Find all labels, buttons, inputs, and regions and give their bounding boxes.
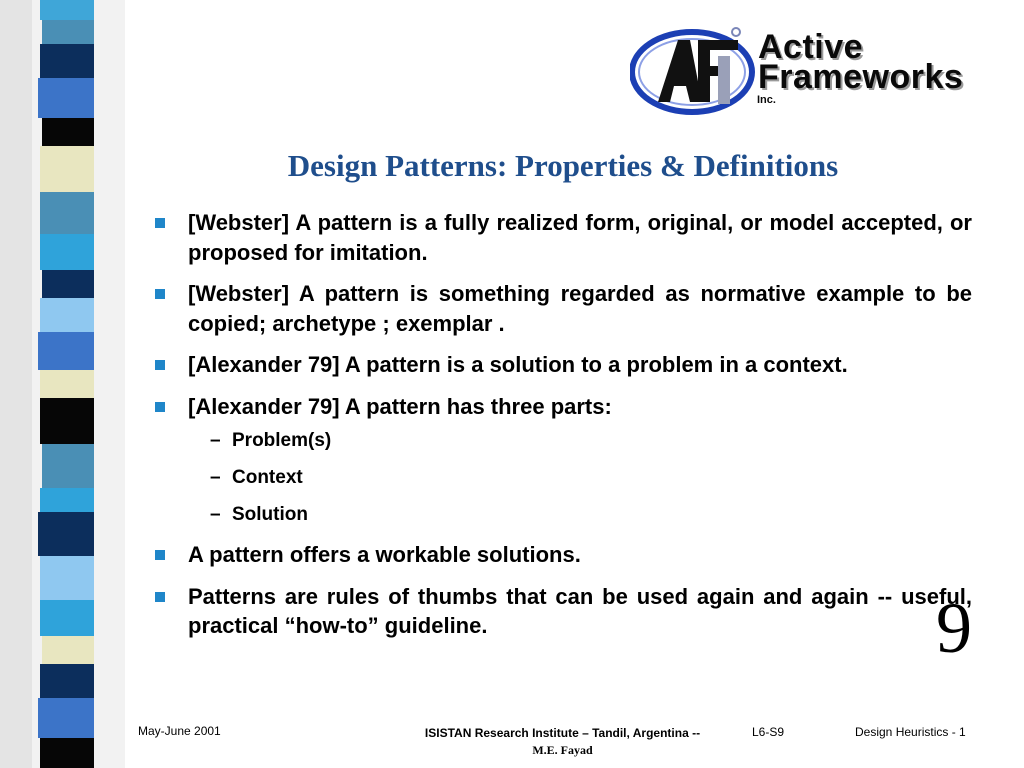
square-bullet-icon [155,289,165,299]
sub-bullet-text: Problem(s) [232,430,332,451]
footer-slide-id: L6-S9 [752,725,785,739]
square-bullet-icon [155,360,165,370]
bullet-item [152,392,972,422]
sub-bullet-list [152,429,972,527]
footer-author: M.E. Fayad [532,743,593,757]
dash-bullet-icon: – [210,467,221,488]
footer-institute [420,725,705,759]
square-bullet-icon [155,592,165,602]
logo-line-2: Frameworks [758,58,964,96]
slide-content [152,208,972,653]
bullet-item [152,582,972,641]
bullet-item [152,279,972,338]
logo-line-1: Active [758,28,864,66]
sub-bullet-item [152,503,972,527]
slide-title: Design Patterns: Properties & Definitions [287,148,839,183]
logo-wordmark [758,28,964,96]
footer-date: May-June 2001 [138,724,221,738]
bullet-text: [Webster] A pattern is a fully realized form, original, or model accepted, or proposed for imitation. [188,210,972,265]
sub-bullet-text: Solution [232,504,308,525]
af-monogram-icon [630,22,760,122]
bullet-text: [Webster] A pattern is something regarded as normative example to be copied; archetype ; exemplar . [188,281,972,336]
square-bullet-icon [155,218,165,228]
square-bullet-icon [155,402,165,412]
bullet-item [152,350,972,380]
active-frameworks-logo [630,22,995,122]
bullet-item [152,540,972,570]
footer-institute-text: ISISTAN Research Institute – Tandil, Argentina -- [424,726,701,740]
bullet-text: [Alexander 79] A pattern is a solution to a problem in a context. [188,352,848,377]
footer-course: Design Heuristics - 1 [855,725,966,739]
square-bullet-icon [155,550,165,560]
sub-bullet-item [152,466,972,490]
bullet-text: A pattern offers a workable solutions. [188,542,581,567]
dash-bullet-icon: – [210,504,221,525]
bullet-item [152,208,972,267]
dash-bullet-icon: – [210,430,221,451]
page-number: 9 [936,588,972,668]
sub-bullet-text: Context [232,467,303,488]
sub-bullet-item [152,429,972,453]
logo-suffix: Inc. [757,94,776,106]
decorative-side-strip [0,0,125,768]
bullet-text: Patterns are rules of thumbs that can be used again and again -- useful, practical “how-to” guideline. [188,583,972,638]
bullet-text: [Alexander 79] A pattern has three parts: [188,393,612,419]
